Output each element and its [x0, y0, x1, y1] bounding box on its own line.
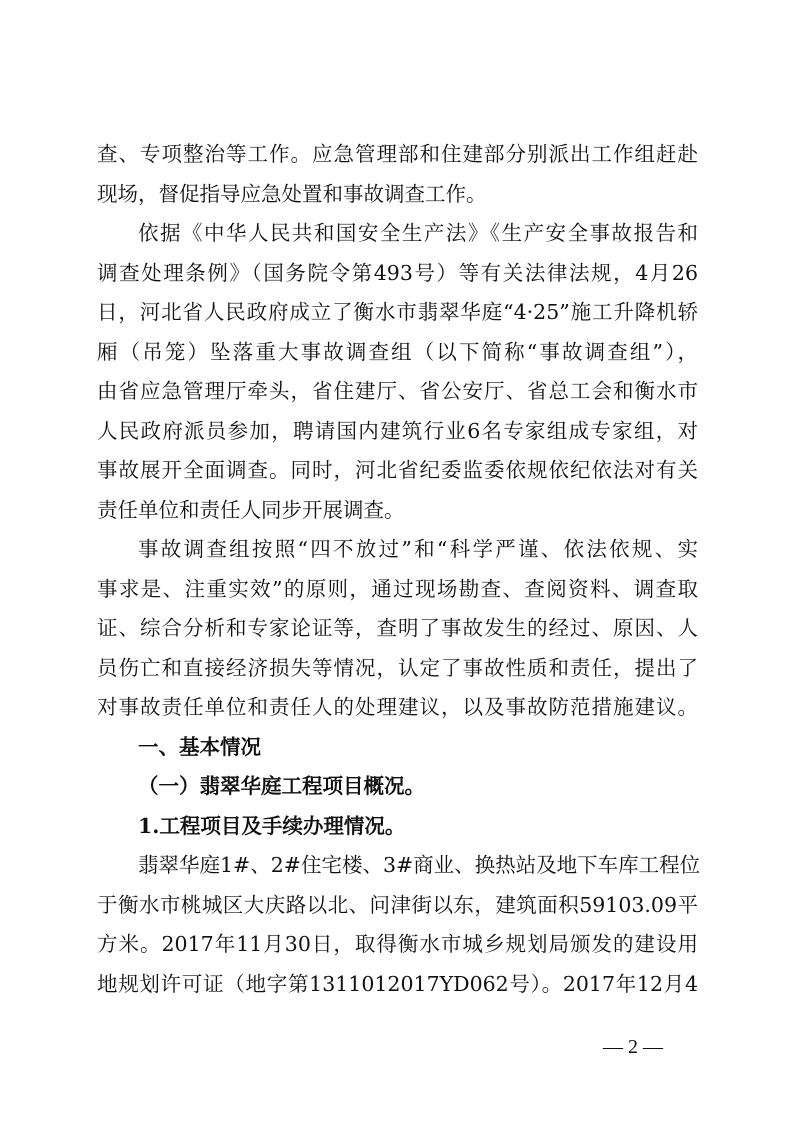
text-line: 地规划许可证（地字第1311012017YD062号）。2017年12月4: [97, 971, 698, 996]
text-line: 方米。2017年11月30日，取得衡水市城乡规划局颁发的建设用: [97, 932, 698, 956]
text-line: 依据《中华人民共和国安全生产法》《生产安全事故报告和: [138, 221, 698, 245]
text-line: 厢（吊笼）坠落重大事故调查组（以下简称“事故调查组”），: [97, 339, 698, 364]
page-number: — 2 —: [603, 1036, 663, 1058]
text-line: 对事故责任单位和责任人的处理建议，以及事故防范措施建议。: [97, 695, 698, 719]
section-heading: 一、基本情况: [138, 734, 261, 759]
text-line: 调查处理条例》（国务院令第493号）等有关法律法规，4月26: [97, 260, 698, 285]
text-line: 于衡水市桃城区大庆路以北、问津街以东，建筑面积59103.09平: [97, 892, 698, 917]
subsection-heading: （一）翡翠华庭工程项目概况。: [138, 774, 425, 798]
text-line: 人民政府派员参加，聘请国内建筑行业6名专家组成专家组，对: [97, 418, 698, 443]
text-line: 责任单位和责任人同步开展调查。: [97, 497, 405, 522]
text-line: 由省应急管理厅牵头，省住建厅、省公安厅、省总工会和衡水市: [97, 379, 698, 403]
text-line: 事求是、注重实效”的原则，通过现场勘查、查阅资料、调查取: [97, 576, 698, 601]
text-line: 事故调查组按照“四不放过”和“科学严谨、依法依规、实: [138, 537, 698, 561]
text-line: 查、专项整治等工作。应急管理部和住建部分别派出工作组赶赴: [97, 142, 698, 166]
text-line: 翡翠华庭1#、2#住宅楼、3#商业、换热站及地下车库工程位: [138, 853, 701, 877]
text-line: 现场，督促指导应急处置和事故调查工作。: [97, 181, 487, 206]
text-line: 事故展开全面调查。同时，河北省纪委监委依规依纪依法对有关: [97, 458, 698, 482]
text-line: 员伤亡和直接经济损失等情况，认定了事故性质和责任，提出了: [97, 655, 698, 680]
text-line: 日，河北省人民政府成立了衡水市翡翠华庭“4·25”施工升降机轿: [97, 300, 698, 324]
document-body: [97, 135, 701, 1004]
item-heading: 1.工程项目及手续办理情况。: [138, 813, 406, 838]
text-line: 证、综合分析和专家论证等，查明了事故发生的经过、原因、人: [97, 616, 698, 640]
